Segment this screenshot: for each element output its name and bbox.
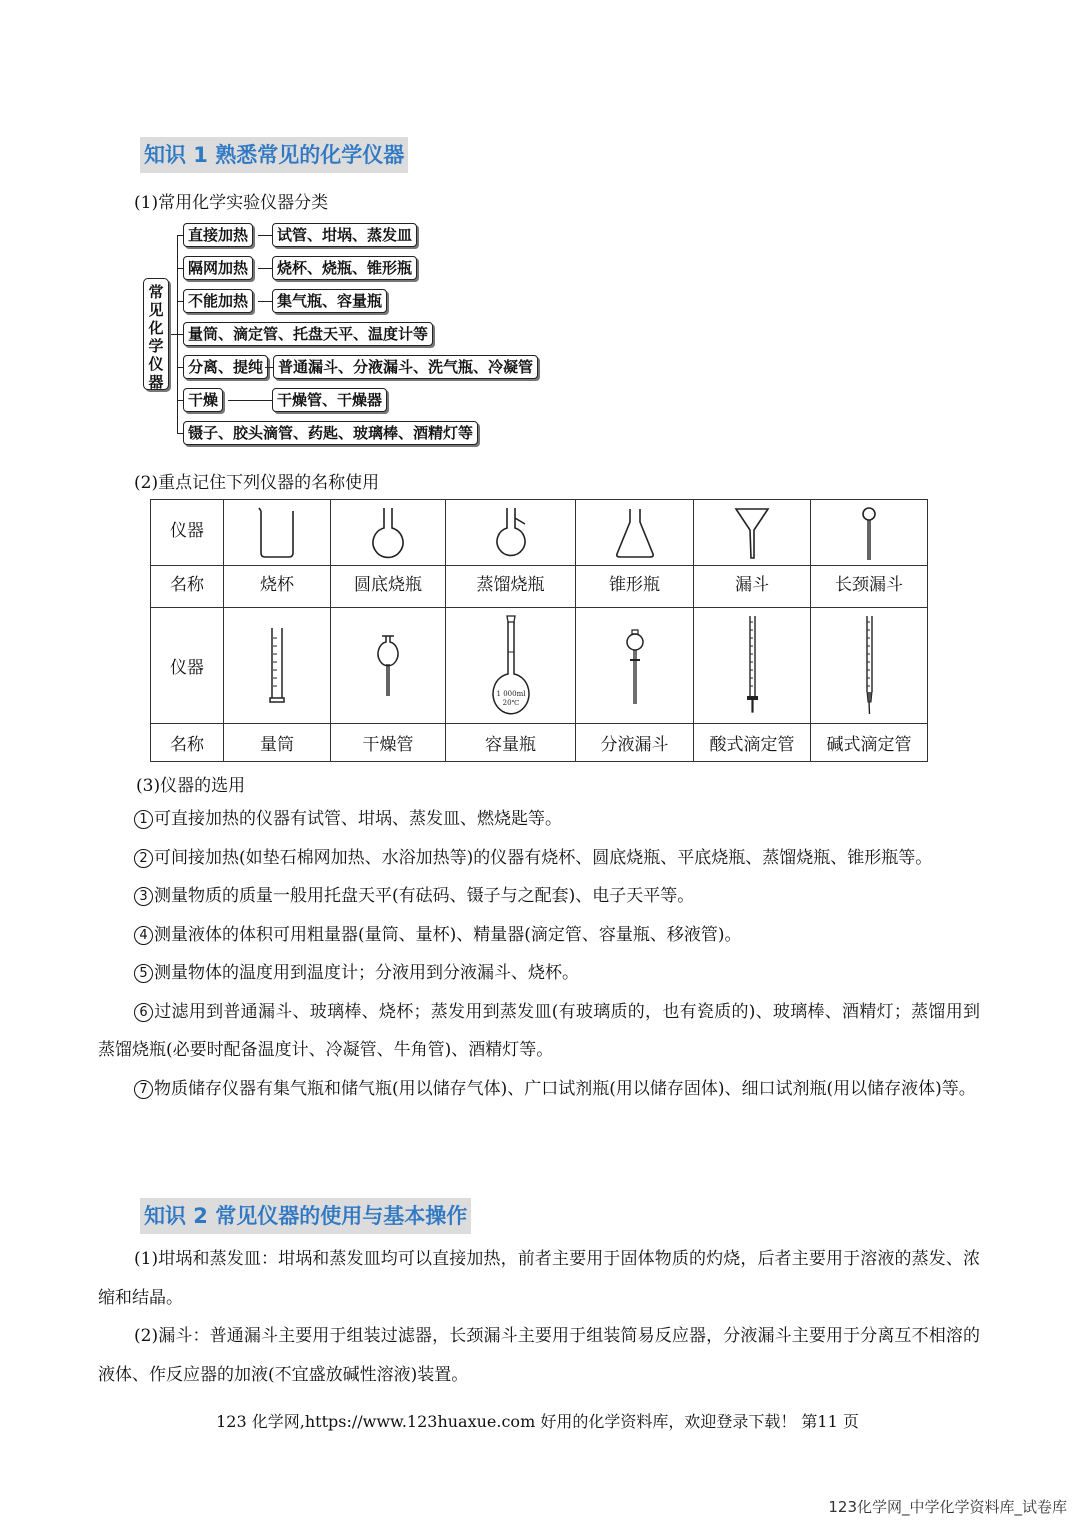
subheading-classification: (1)常用化学实验仪器分类	[134, 193, 329, 213]
tree-branch-2: 隔网加热	[183, 256, 253, 280]
funnel-icon	[694, 500, 811, 566]
conical-flask-icon	[576, 500, 694, 566]
long-neck-funnel-icon	[811, 500, 928, 566]
name-cell: 锥形瓶	[576, 566, 694, 608]
list-item	[98, 839, 980, 878]
tree-leaf-1: 试管、坩埚、蒸发皿	[272, 223, 417, 247]
item-number: 4	[134, 926, 153, 945]
item-text: 可直接加热的仪器有试管、坩埚、蒸发皿、燃烧匙等。	[154, 809, 562, 829]
round-bottom-flask-icon	[331, 500, 446, 566]
item-number: 7	[134, 1080, 153, 1099]
list-item	[98, 954, 980, 993]
subheading-instruments: (2)重点记住下列仪器的名称使用	[134, 473, 380, 493]
item-number: 1	[134, 810, 153, 829]
instrument-table	[150, 499, 928, 762]
name-cell: 烧杯	[224, 566, 331, 608]
tree-leaf-3: 集气瓶、容量瓶	[272, 289, 387, 313]
tree-root: 常见化学仪器	[143, 278, 169, 390]
item-number: 5	[134, 964, 153, 983]
item-text: 测量液体的体积可用粗量器(量筒、量杯)、精量器(滴定管、容量瓶、移液管)。	[154, 924, 742, 945]
item-text: 测量物质的质量一般用托盘天平(有砝码、镊子与之配套)、电子天平等。	[154, 886, 695, 906]
item-text: 物质储存仪器有集气瓶和储气瓶(用以储存气体)、广口试剂瓶(用以储存固体)、细口试剂瓶(用以储存液体)等。	[154, 1078, 976, 1099]
selection-list	[98, 800, 980, 1108]
name-cell: 量筒	[224, 724, 331, 762]
list-item	[98, 916, 980, 955]
name-cell: 酸式滴定管	[694, 724, 811, 762]
list-item	[98, 993, 980, 1070]
tree-branch-6: 干燥	[183, 388, 223, 412]
row-label-instrument: 仪器	[151, 500, 224, 566]
tree-leaf-5: 普通漏斗、分液漏斗、洗气瓶、冷凝管	[273, 355, 538, 379]
name-cell: 碱式滴定管	[811, 724, 928, 762]
list-item	[98, 1070, 980, 1109]
item-text: 过滤用到普通漏斗、玻璃棒、烧杯；蒸发用到蒸发皿(有玻璃质的，也有瓷质的)、玻璃棒、酒精灯；蒸馏用到蒸馏烧瓶(必要时配备温度计、冷凝管、牛角管)、酒精灯等。	[98, 1001, 980, 1060]
paragraph: (1)坩埚和蒸发皿：坩埚和蒸发皿均可以直接加热，前者主要用于固体物质的灼烧，后者主要用于溶液的蒸发、浓缩和结晶。	[98, 1249, 980, 1308]
name-cell: 漏斗	[694, 566, 811, 608]
item-text: 测量物体的温度用到温度计；分液用到分液漏斗、烧杯。	[154, 963, 579, 983]
flask-label: 20℃	[502, 698, 519, 707]
acid-burette-icon	[694, 608, 811, 724]
tree-branch-1: 直接加热	[183, 223, 253, 247]
item-number: 2	[134, 849, 153, 868]
tree-branch-4: 量筒、滴定管、托盘天平、温度计等	[183, 322, 433, 346]
tree-branch-5: 分离、提纯	[183, 355, 268, 379]
separatory-funnel-icon	[576, 608, 694, 724]
row-label-name: 名称	[151, 724, 224, 762]
name-cell: 圆底烧瓶	[331, 566, 446, 608]
page-footer: 123 化学网,https://www.123huaxue.com 好用的化学资料库，欢迎登录下载！ 第11 页	[216, 1412, 859, 1431]
flask-label: 1 000ml	[496, 689, 525, 698]
section1-heading: 知识 1 熟悉常见的化学仪器	[140, 137, 408, 173]
item-number: 3	[134, 887, 153, 906]
drying-tube-icon	[331, 608, 446, 724]
section2-body	[98, 1240, 980, 1394]
beaker-icon	[224, 500, 331, 566]
item-text: 可间接加热(如垫石棉网加热、水浴加热等)的仪器有烧杯、圆底烧瓶、平底烧瓶、蒸馏烧瓶、锥形瓶等。	[154, 847, 933, 868]
item-number: 6	[134, 1003, 153, 1022]
subheading-selection: (3)仪器的选用	[136, 776, 246, 796]
name-cell: 长颈漏斗	[811, 566, 928, 608]
base-burette-icon	[811, 608, 928, 724]
watermark-text: 123化学网_中学化学资料库_试卷库	[828, 1498, 1067, 1516]
tree-leaf-6: 干燥管、干燥器	[272, 388, 387, 412]
name-cell: 蒸馏烧瓶	[446, 566, 576, 608]
row-label-instrument: 仪器	[151, 608, 224, 724]
tree-leaf-2: 烧杯、烧瓶、锥形瓶	[272, 256, 417, 280]
volumetric-flask-icon	[446, 608, 576, 724]
list-item	[98, 800, 980, 839]
list-item	[98, 877, 980, 916]
section2-heading: 知识 2 常见仪器的使用与基本操作	[140, 1198, 471, 1234]
tree-branch-7: 镊子、胶头滴管、药匙、玻璃棒、酒精灯等	[183, 421, 478, 445]
distilling-flask-icon	[446, 500, 576, 566]
name-cell: 干燥管	[331, 724, 446, 762]
paragraph: (2)漏斗：普通漏斗主要用于组装过滤器，长颈漏斗主要用于组装简易反应器，分液漏斗主要用于分离互不相溶的液体、作反应器的加液(不宜盛放碱性溶液)装置。	[98, 1326, 980, 1385]
row-label-name: 名称	[151, 566, 224, 608]
name-cell: 容量瓶	[446, 724, 576, 762]
graduated-cylinder-icon	[224, 608, 331, 724]
name-cell: 分液漏斗	[576, 724, 694, 762]
tree-branch-3: 不能加热	[183, 289, 253, 313]
